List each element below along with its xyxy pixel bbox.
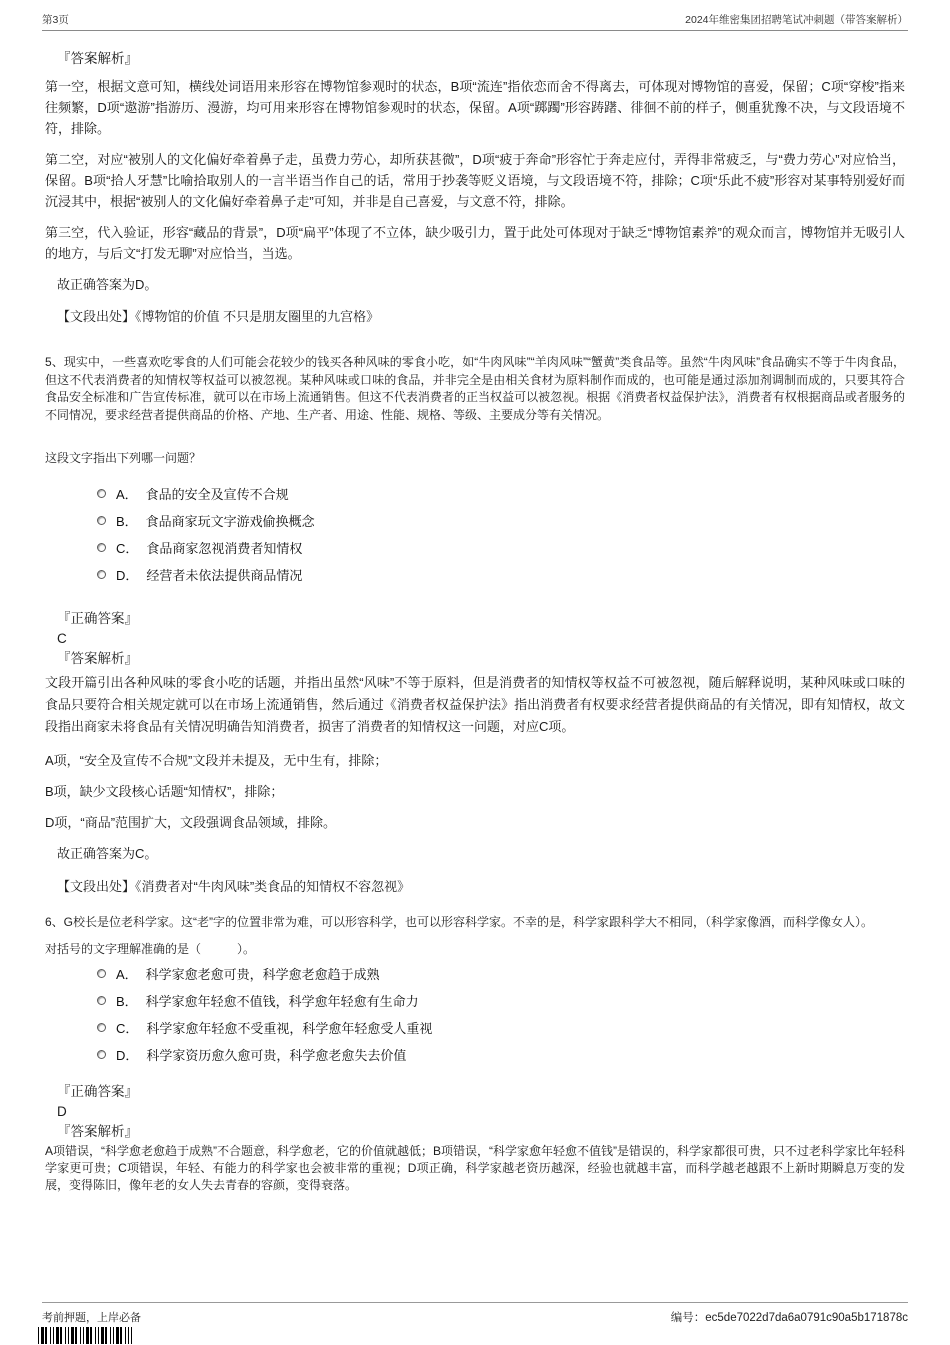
option-letter: A． [116,486,138,502]
option-text: 食品商家玩文字游戏偷换概念 [145,513,315,529]
correct-answer-value-q5: C [57,631,67,646]
question-prompt-6: 对括号的文字理解准确的是（ ）。 [45,941,256,956]
question-prompt-5: 这段文字指出下列哪一问题？ [45,451,202,465]
conclusion-text: 故正确答案为C。 [57,846,158,861]
option-text: 食品的安全及宣传不合规 [145,486,289,502]
footer-serial-code: ec5de7022d7da6a0791c90a5b171878c [705,1312,908,1324]
radio-icon[interactable] [97,543,106,552]
correct-answer-heading-q5: 『正确答案』 [57,611,138,626]
option-row-c[interactable] [97,537,905,557]
doc-title: 2024年维密集团招聘笔试冲刺题（带答案解析） [685,14,908,26]
options-list-q6 [97,964,905,1065]
correct-answer-value-q6: D [57,1103,67,1119]
radio-icon[interactable] [97,996,106,1005]
page-number: 第3页 [42,14,69,26]
option-text: 食品商家忽视消费者知情权 [146,540,303,556]
analysis-point-d: D项，“商品”范围扩大，文段强调食品领域，排除。 [45,815,337,830]
footer-slogan: 考前押题，上岸必备 [42,1312,141,1324]
analysis-point-a: A项，“安全及宣传不合规”文段并未提及，无中生有，排除； [45,753,388,768]
option-text: 科学家愈年轻愈不受重视，科学愈年轻愈受人重视 [146,1021,433,1036]
analysis-paragraph: 文段开篇引出各种风味的零食小吃的话题，并指出虽然“风味”不等于原料，但是消费者的知情权等权益不可被忽视，随后解释说明，某种风味或口味的食品只要符合相关规定就可以在市场上流通销售，然后通过《消费者权益保护法》指出消费者有权要求经营者提供商品的有关情况，即有知情权，故文段指出商家未将食品有关情况明确告知消费者，损害了消费者的知情权这一问题，对应C项。 [45,675,905,734]
radio-icon[interactable] [97,1023,106,1032]
options-list-q5 [97,483,905,584]
analysis-heading-q5: 『答案解析』 [57,651,138,666]
question-stem-6: 6、G校长是位老科学家。这“老”字的位置非常为难，可以形容科学，也可以形容科学家。不幸的是，科学家跟科学大不相同，（科学家像酒，而科学像女人）。 [45,915,874,929]
option-row-d[interactable] [97,1045,905,1065]
radio-icon[interactable] [97,969,106,978]
option-letter: B． [116,513,138,529]
option-letter: C． [116,1021,139,1036]
footer-serial [671,1309,908,1325]
footer-serial-label: 编号： [670,1312,706,1324]
page-footer [42,1309,908,1325]
option-letter: D． [116,1048,139,1063]
conclusion-text: 故正确答案为D。 [57,277,158,292]
option-letter: C． [116,540,139,556]
analysis-heading-q6: 『答案解析』 [57,1123,138,1139]
option-row-a[interactable] [97,964,905,984]
header-divider [42,30,908,31]
analysis-paragraph: 第三空，代入验证，形容“藏品的背景”，D项“扁平”体现了不立体，缺少吸引力，置于此处可体现对于缺乏“博物馆素养”的观众而言，博物馆并无吸引人的地方，与后文“打发无聊”对应恰当，当选。 [45,225,905,261]
analysis-paragraph: 第一空，根据文意可知，横线处词语用来形容在博物馆参观时的状态，B项“流连”指依恋而舍不得离去，可体现对博物馆的喜爱，保留；C项“穿梭”指来往频繁，D项“遨游”指游历、漫游，均可用来形容在博物馆参观时的状态，保留。A项“踯躅”形容踌躇、徘徊不前的样子，侧重犹豫不决，与文段语境不符，排除。 [45,79,905,136]
correct-answer-heading-q6: 『正确答案』 [57,1083,138,1099]
radio-icon[interactable] [97,516,106,525]
source-text: 【文段出处】《博物馆的价值 不只是朋友圈里的九宫格》 [57,309,380,324]
option-row-c[interactable] [97,1018,905,1038]
analysis-point-b: B项，缺少文段核心话题“知情权”，排除； [45,784,284,799]
option-row-b[interactable] [97,510,905,530]
barcode-icon [38,1327,132,1344]
option-letter: B． [116,994,138,1009]
analysis-paragraph: A项错误，“科学愈老愈趋于成熟”不合题意，科学愈老，它的价值就越低；B项错误，“科学家愈年轻愈不值钱”是错误的，科学家都很可贵，只不过老科学家比年轻科学家更可贵；C项错误，年轻、有能力的科学家也会被非常的重视；D项正确，科学家越老资历越深，经验也就越丰富，而科学越老越跟不上新时期瞬息万变的发展，变得陈旧，像年老的女人失去青春的容颜，变得衰落。 [45,1143,905,1192]
option-text: 科学家愈老愈可贵，科学愈老愈趋于成熟 [145,967,380,982]
source-text: 【文段出处】《消费者对“牛肉风味”类食品的知情权不容忽视》 [57,879,411,894]
option-text: 科学家愈年轻愈不值钱，科学愈年轻愈有生命力 [145,994,419,1009]
question-stem-5: 5、现实中，一些喜欢吃零食的人们可能会花较少的钱买各种风味的零食小吃，如“牛肉风味”“羊肉风味”“蟹黄”类食品等。虽然“牛肉风味”食品确实不等于牛肉食品，但这不代表消费者的知情权等权益可以被忽视。某种风味或口味的食品，并非完全是由相关食材为原料制作而成的，也可能是通过添加剂调制而成的，只要其符合食品安全标准和广告宣传标准，就可以在市场上流通销售。但这不代表消费者的正当权益可以被忽视。根据《消费者权益保护法》，消费者有权根据商品或者服务的不同情况，要求经营者提供商品的价格、产地、生产者、用途、性能、规格、等级、主要成分等有关情况。 [45,355,905,422]
analysis-paragraph: 第二空，对应“被别人的文化偏好牵着鼻子走，虽费力劳心，却所获甚微”，D项“疲于奔命”形容忙于奔走应付，弄得非常疲乏，与“费力劳心”对应恰当，保留。B项“拾人牙慧”比喻拾取别人的一言半语当作自己的话，常用于抄袭等贬义语境，与文段语境不符，排除；C项“乐此不疲”形容对某事特别爱好而沉浸其中，根据“被别人的文化偏好牵着鼻子走”可知，并非是自己喜爱，与文意不符，排除。 [45,152,905,209]
option-row-a[interactable] [97,483,905,503]
analysis-heading-q4: 『答案解析』 [57,51,138,66]
option-row-d[interactable] [97,564,905,584]
radio-icon[interactable] [97,1050,106,1059]
radio-icon[interactable] [97,489,106,498]
option-letter: D． [116,567,139,583]
option-letter: A． [116,967,138,982]
radio-icon[interactable] [97,570,106,579]
option-text: 经营者未依法提供商品情况 [146,567,303,583]
option-text: 科学家资历愈久愈可贵，科学愈老愈失去价值 [146,1048,407,1063]
footer-divider [42,1302,908,1303]
page-header [42,12,908,27]
document-body [45,42,905,1301]
option-row-b[interactable] [97,991,905,1011]
